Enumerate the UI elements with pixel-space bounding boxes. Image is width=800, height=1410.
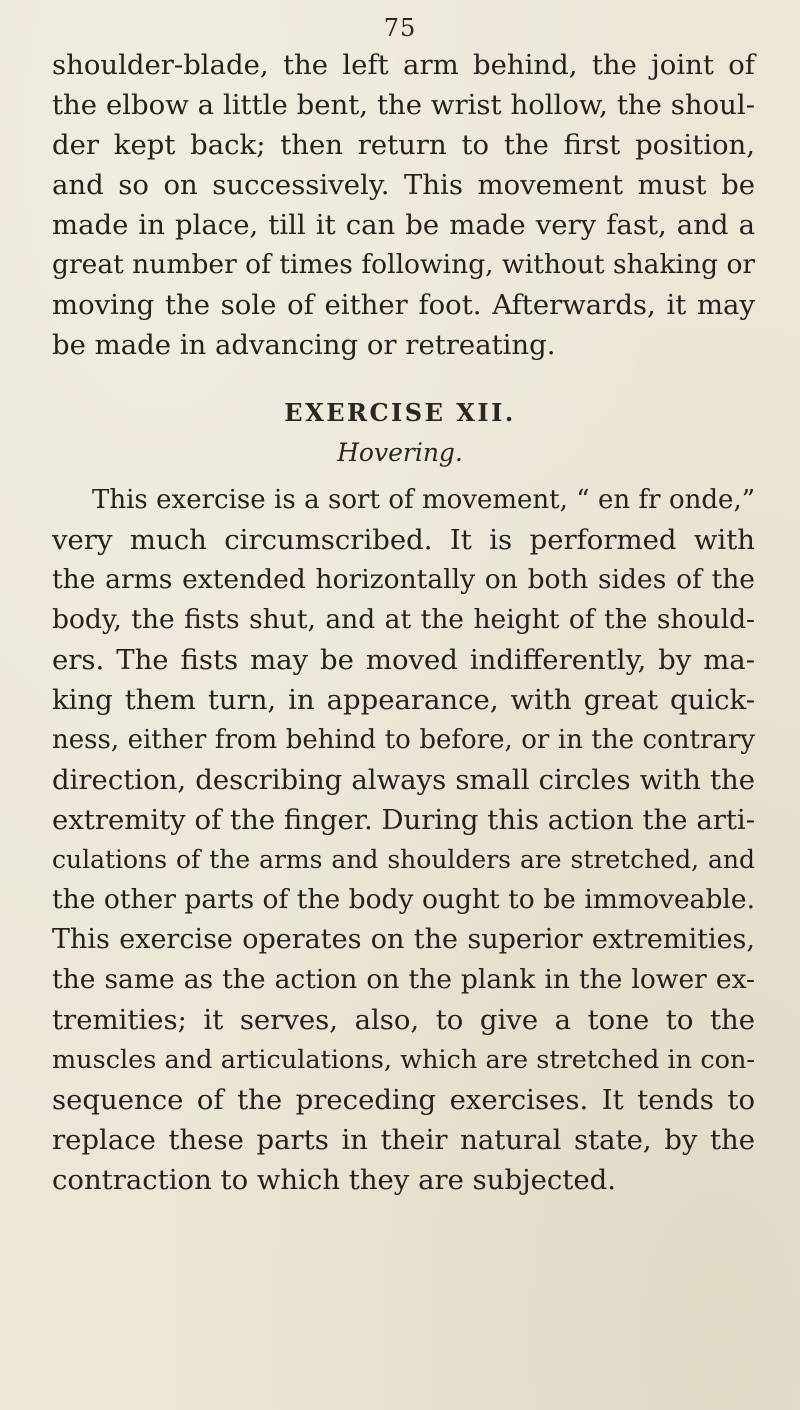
text-line: direction, describing always small circles with the	[52, 764, 755, 796]
text-line: body, the fists shut, and at the height of the should-	[52, 604, 755, 635]
text-line: This exercise is a sort of movement, “ en fr onde,”	[92, 485, 755, 515]
text-line: replace these parts in their natural state, by the	[52, 1124, 755, 1156]
text-line: the elbow a little bent, the wrist hollow, the shoul-	[52, 89, 755, 121]
text-line: culations of the arms and shoulders are stretched, and	[52, 845, 755, 874]
text-line: extremity of the finger. During this action the arti-	[52, 804, 755, 836]
text-line: the same as the action on the plank in the lower ex-	[52, 964, 755, 995]
text-line: the other parts of the body ought to be immoveable.	[52, 884, 755, 915]
text-line: shoulder-blade, the left arm behind, the joint of	[52, 49, 755, 81]
text-line: der kept back; then return to the first position,	[52, 129, 755, 161]
text-line: and so on successively. This movement must be	[52, 169, 755, 201]
text-line: be made in advancing or retreating.	[52, 329, 556, 361]
exercise-subheading: Hovering.	[337, 438, 463, 467]
text-line: king them turn, in appearance, with great quick-	[52, 684, 755, 716]
exercise-heading: EXERCISE XII.	[284, 398, 516, 427]
text-line: very much circumscribed. It is performed with	[52, 524, 755, 556]
text-line: sequence of the preceding exercises. It tends to	[52, 1084, 755, 1116]
text-line: ness, either from behind to before, or in the contrary	[52, 725, 755, 755]
text-line: the arms extended horizontally on both sides of the	[52, 564, 755, 595]
text-line: tremities; it serves, also, to give a tone to the	[52, 1004, 755, 1036]
text-line: moving the sole of either foot. Afterwards, it may	[52, 289, 755, 321]
text-line: made in place, till it can be made very fast, and a	[52, 209, 755, 241]
page-number: 75	[383, 14, 417, 42]
text-line: muscles and articulations, which are stretched in con-	[52, 1045, 755, 1075]
text-line: contraction to which they are subjected.	[52, 1164, 616, 1196]
text-line: This exercise operates on the superior extremities,	[52, 924, 755, 955]
text-line: great number of times following, without shaking or	[52, 249, 756, 280]
text-line: ers. The fists may be moved indifferently, by ma-	[52, 644, 755, 676]
